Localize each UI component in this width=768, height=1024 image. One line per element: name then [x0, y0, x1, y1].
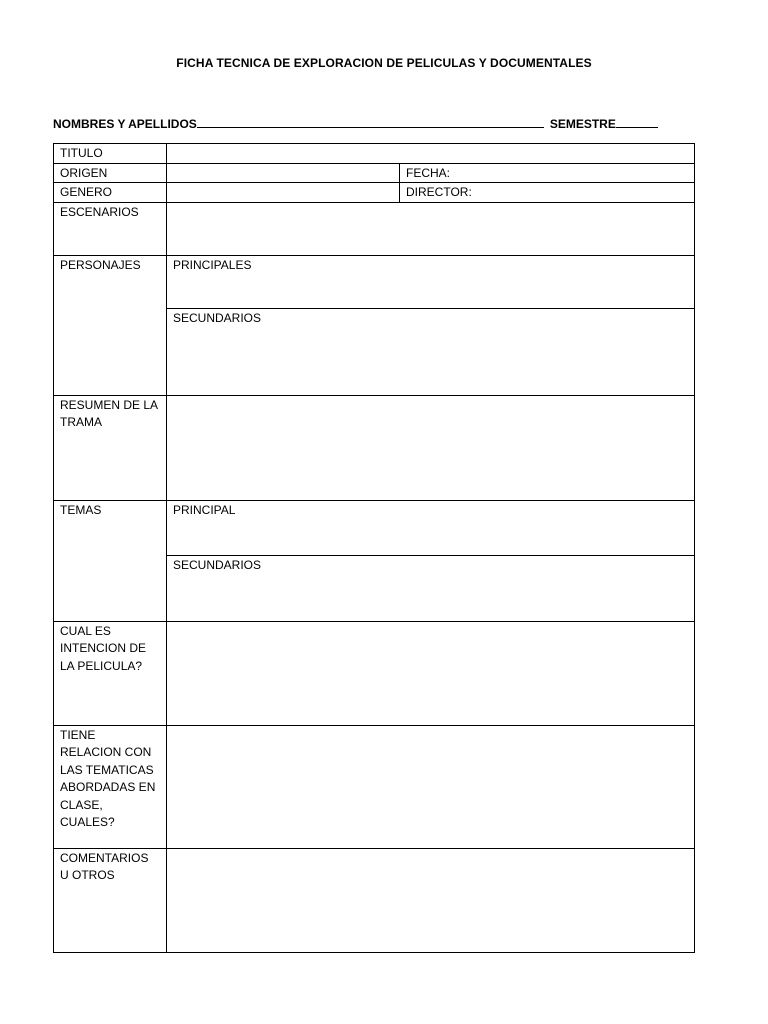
escenarios-field[interactable]: [167, 202, 695, 255]
student-info-line: [53, 115, 713, 131]
row-resumen: [54, 395, 695, 500]
film-form-table: [53, 143, 695, 953]
row-relacion: [54, 725, 695, 848]
row-escenarios: [54, 202, 695, 255]
titulo-label: TITULO: [54, 144, 167, 164]
temas-label: TEMAS: [54, 500, 167, 621]
fecha-field[interactable]: FECHA:: [400, 163, 695, 183]
origen-label: ORIGEN: [54, 163, 167, 183]
temas-secundarios-field[interactable]: SECUNDARIOS: [167, 555, 695, 621]
comentarios-label: COMENTARIOS U OTROS: [54, 848, 167, 952]
temas-principal-field[interactable]: PRINCIPAL: [167, 500, 695, 555]
comentarios-field[interactable]: [167, 848, 695, 952]
intencion-field[interactable]: [167, 621, 695, 725]
relacion-field[interactable]: [167, 725, 695, 848]
row-personajes-principales: [54, 255, 695, 308]
relacion-label: TIENE RELACION CON LAS TEMATICAS ABORDADAS EN CLASE, CUALES?: [54, 725, 167, 848]
row-origen: [54, 163, 695, 183]
row-comentarios: [54, 848, 695, 952]
semester-blank[interactable]: [616, 115, 658, 128]
personajes-secundarios-field[interactable]: SECUNDARIOS: [167, 308, 695, 395]
director-field[interactable]: DIRECTOR:: [400, 183, 695, 203]
row-titulo: [54, 144, 695, 164]
resumen-label: RESUMEN DE LA TRAMA: [54, 395, 167, 500]
titulo-field[interactable]: [167, 144, 695, 164]
row-temas-principal: [54, 500, 695, 555]
names-label: NOMBRES Y APELLIDOS: [53, 117, 197, 131]
intencion-label: CUAL ES INTENCION DE LA PELICULA?: [54, 621, 167, 725]
personajes-principales-field[interactable]: PRINCIPALES: [167, 255, 695, 308]
resumen-field[interactable]: [167, 395, 695, 500]
row-genero: [54, 183, 695, 203]
semester-label: SEMESTRE: [549, 117, 616, 131]
personajes-label: PERSONAJES: [54, 255, 167, 395]
genero-field[interactable]: [167, 183, 400, 203]
genero-label: GENERO: [54, 183, 167, 203]
names-blank[interactable]: [197, 115, 544, 128]
escenarios-label: ESCENARIOS: [54, 202, 167, 255]
origen-field[interactable]: [167, 163, 400, 183]
row-intencion: [54, 621, 695, 725]
page-title: FICHA TECNICA DE EXPLORACION DE PELICULAS Y DOCUMENTALES: [176, 56, 592, 70]
